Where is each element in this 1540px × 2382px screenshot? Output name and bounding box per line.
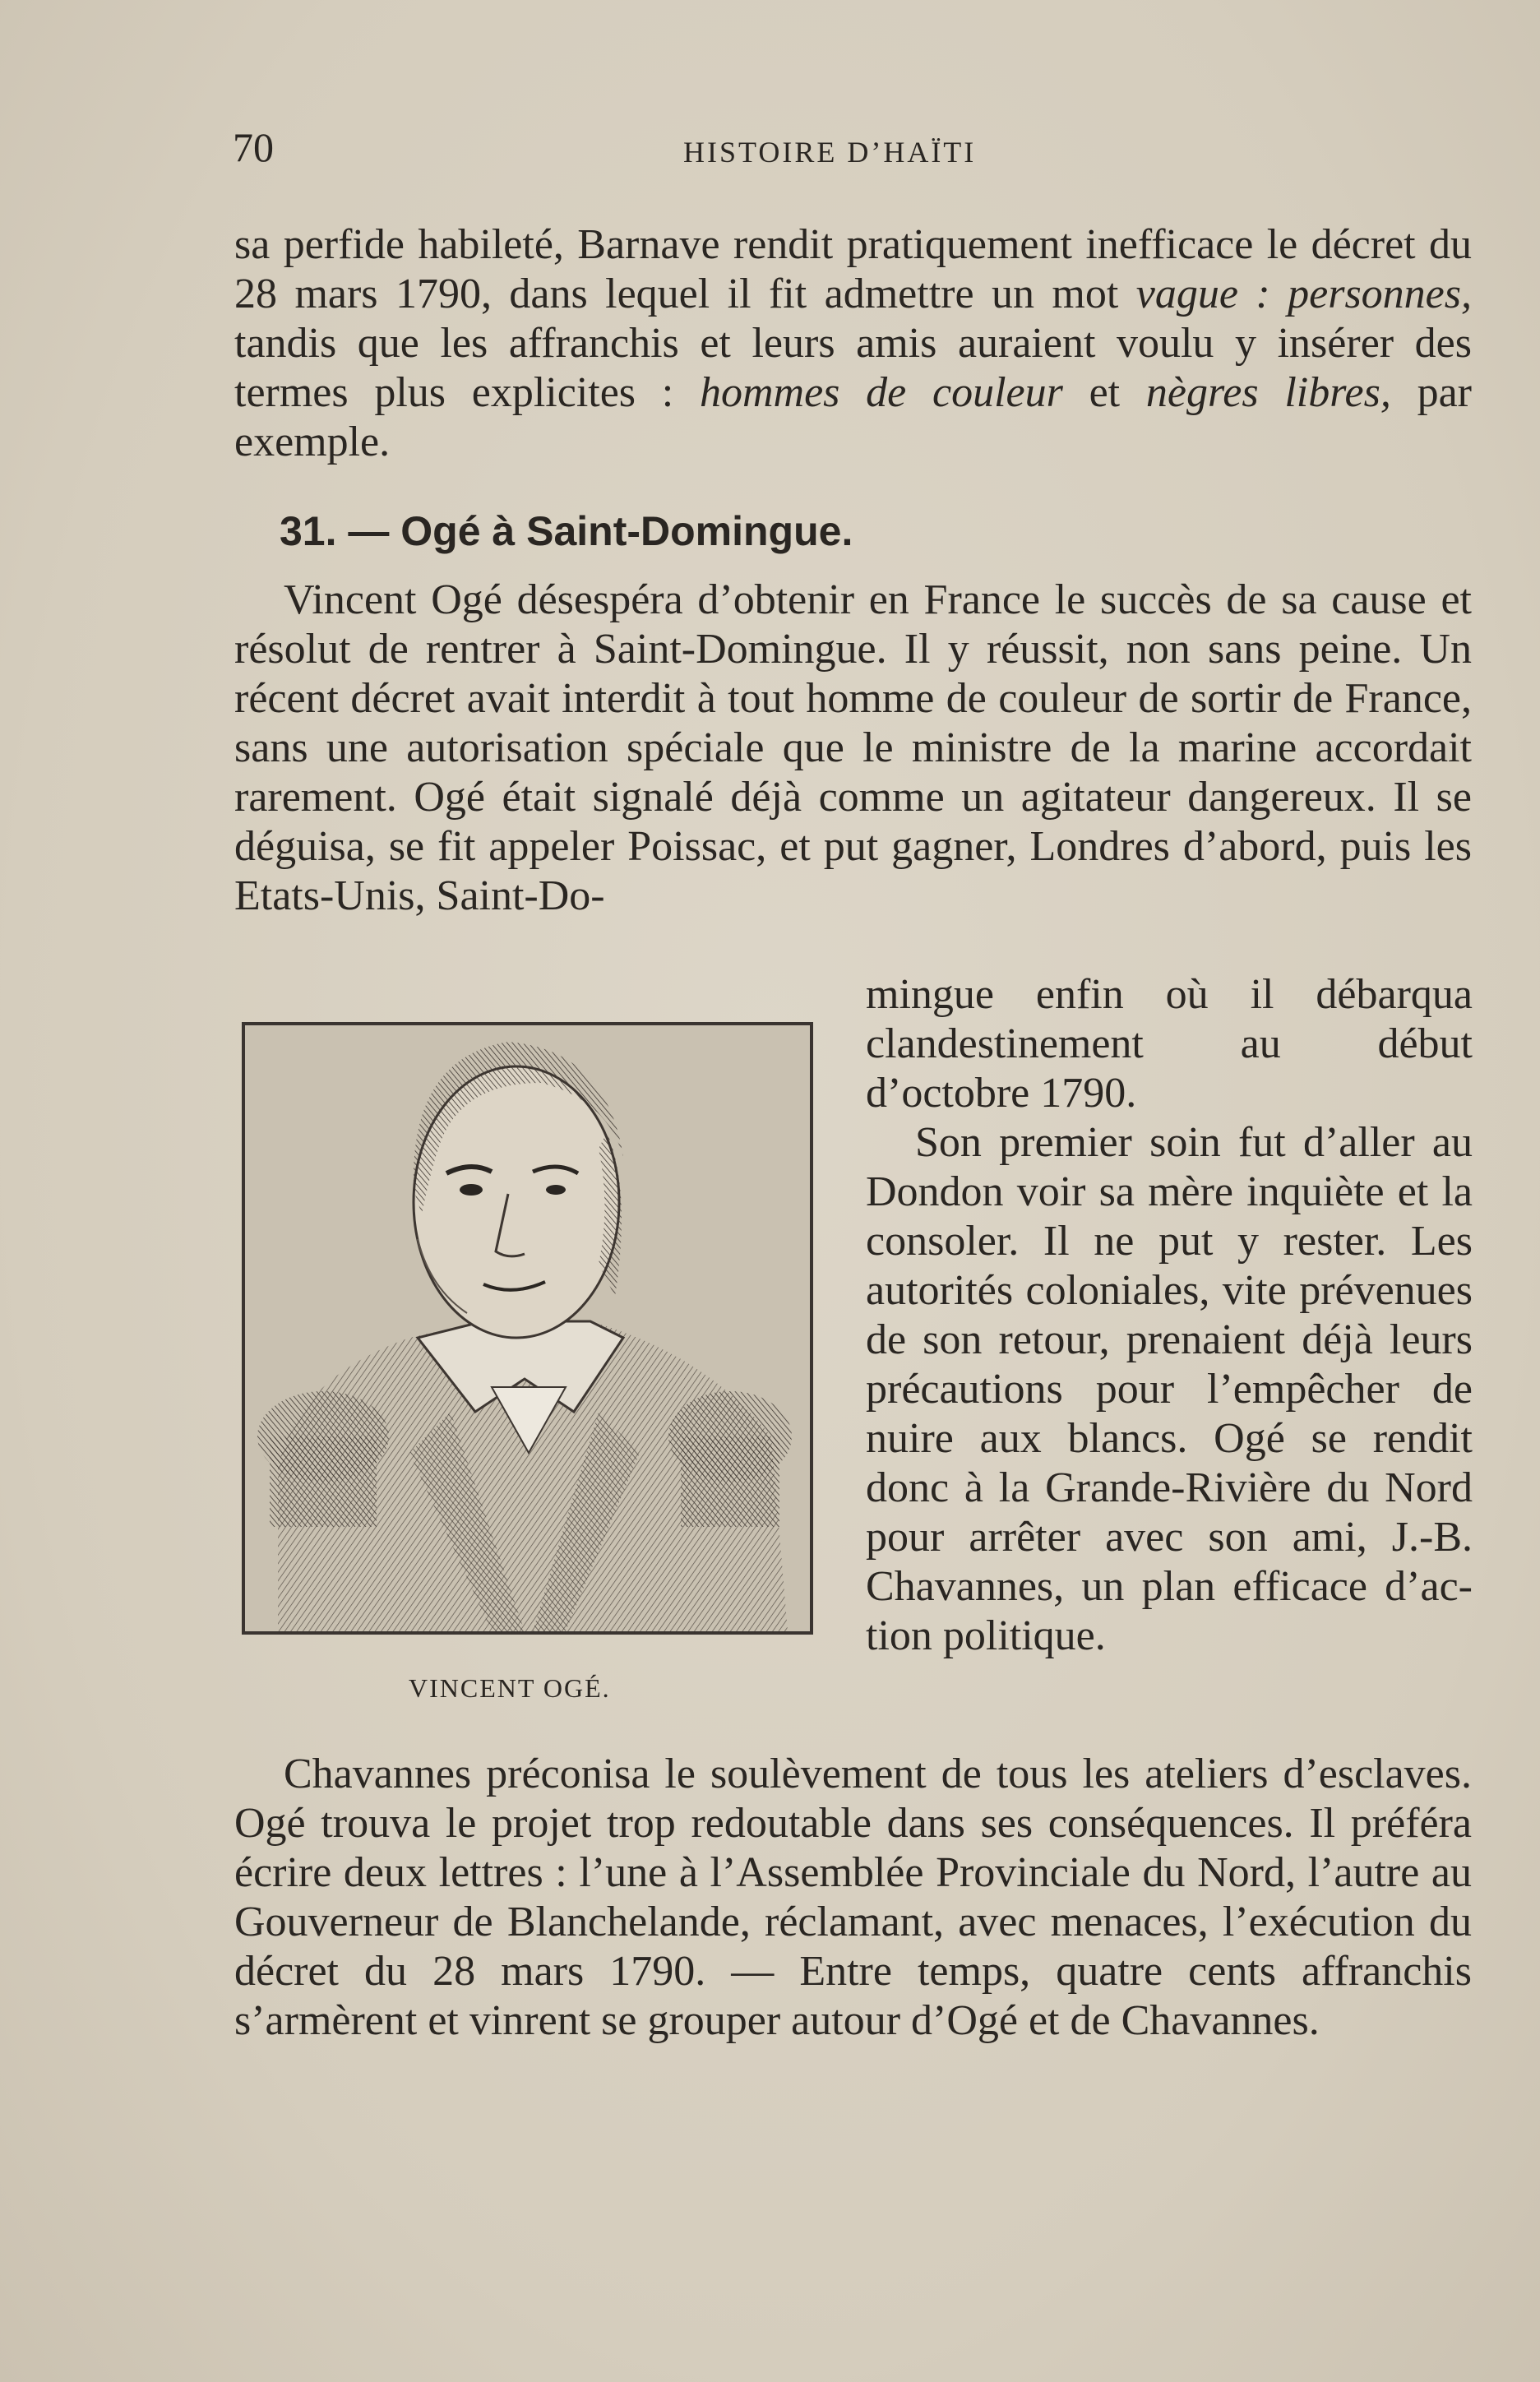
p1-italic-1: vague : personnes, xyxy=(1135,271,1472,317)
paragraph-3: Son premier soin fut d’aller au Dondon voir sa mère inquiète et la consoler. Il ne put y rester. Les autorités coloniales, vite prévenues de son retour, prenaient déjà leurs précautions pour l’empêcher de nuire aux blancs. Ogé se rendit donc à la Grande-Rivière du Nord pour arrêter avec son ami, J.-B. Chavannes, un plan efficace d’action politique. xyxy=(866,1119,1473,1659)
paragraph-2: Vincent Ogé désespéra d’obtenir en France le succès de sa cause et résolut de rentrer à Saint-Domingue. Il y réussit, non sans peine. Un récent décret avait interdit à tout homme de couleur de sortir de France, sans une autorisation spéciale que le ministre de la marine accordait rarement. Ogé était signalé déjà comme un agitateur dangereux. Il se déguisa, se fit appeler Poissac, et put gagner, Londres d’abord, puis les Etats-Unis, Saint-Do- xyxy=(234,576,1472,919)
p1-text-2: tandis que les affranchis et leurs amis auraient voulu y insérer des termes plus explicites : xyxy=(234,320,1472,416)
figure-caption: VINCENT OGÉ. xyxy=(409,1673,611,1703)
portrait-engraving xyxy=(245,1025,810,1631)
p1-italic-2: hommes de couleur xyxy=(700,369,1063,416)
paragraph-2-continuation: mingue enfin où il débarqua clandestinement au début d’octobre 1790. xyxy=(866,971,1473,1117)
paragraph-1 xyxy=(234,220,1472,467)
p1-italic-3: nègres libres, xyxy=(1145,369,1391,416)
wrapped-text-column xyxy=(866,970,1473,1661)
running-head xyxy=(233,123,1471,173)
running-title: HISTOIRE D’HAÏTI xyxy=(683,136,977,169)
section-heading: 31. — Ogé à Saint-Domingue. xyxy=(280,508,853,554)
page-number: 70 xyxy=(233,124,274,170)
p1-text-4: par exemple. xyxy=(234,369,1472,465)
paragraph-4: Chavannes préconisa le soulèvement de tous les ateliers d’esclaves. Ogé trouva le projet trop redoutable dans ses conséquences. Il préféra écrire deux lettres : l’une à l’Assemblée Provinciale du Nord, l’autre au Gouverneur de Blanchelande, réclamant, avec menaces, l’exécution du décret du 28 mars 1790. — Entre temps, quatre cents affranchis s’armèrent et vinrent se grouper autour d’Ogé et de Chavannes. xyxy=(234,1751,1472,2044)
p1-text-1: sa perfide habileté, Barnave rendit pratiquement inefficace le décret du 28 mars 1790, dans lequel il fit admettre un mot xyxy=(234,221,1472,317)
p1-text-3: et xyxy=(1062,369,1146,416)
portrait-illustration xyxy=(242,1022,813,1635)
